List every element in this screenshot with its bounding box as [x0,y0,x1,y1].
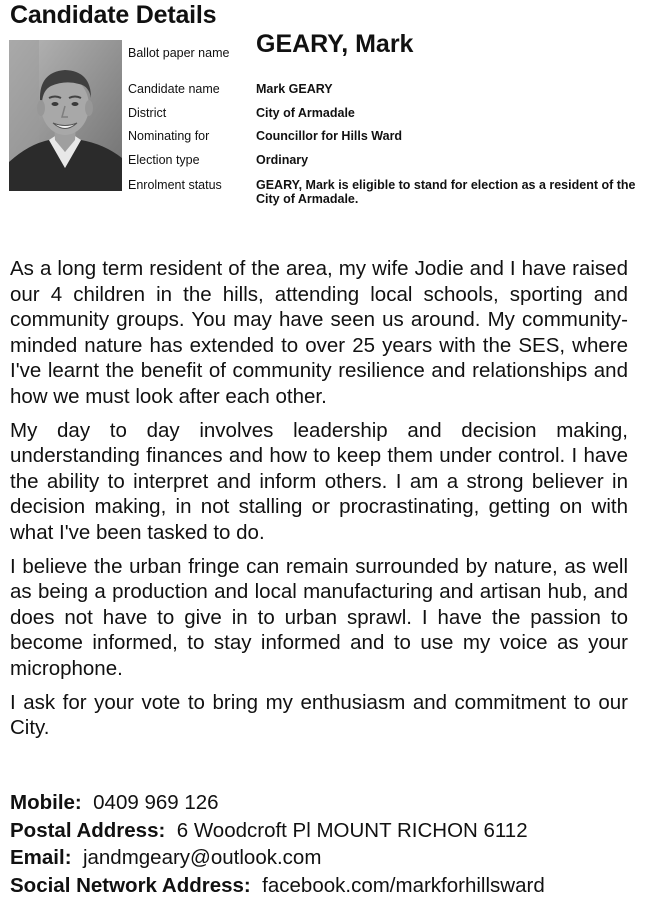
statement-paragraph: As a long term resident of the area, my wife Jodie and I have raised our 4 children in the hills, attending local schools, sporting and community groups. You may have seen us around. My community-minded nature has extended to over 25 years with the SES, where I've learnt the benefit of community resilience and relationships and how we must look after each other. [10,257,628,408]
page-title: Candidate Details [10,1,217,29]
postal-address-line [10,817,640,845]
mobile-line [10,789,640,817]
district-value: City of Armadale [256,106,355,120]
social-network-value: facebook.com/markforhillsward [262,873,545,897]
candidate-portrait-image [9,40,122,191]
statement-paragraph: I ask for your vote to bring my enthusiasm and commitment to our City. [10,690,628,740]
candidate-name-label: Candidate name [128,82,220,96]
contact-details [10,789,640,899]
district-label: District [128,106,167,120]
ballot-paper-name-value: GEARY, Mark [256,30,414,58]
statement-paragraph: My day to day involves leadership and decision making, understanding finances and how to keep them under control. I have the ability to interpret and inform others. I am a strong believer in decision making, in not stalling or procrastinating, getting on with what I've been tasked to do. [10,418,628,544]
email-line [10,844,640,872]
candidate-photo [9,40,122,191]
ballot-paper-name-label: Ballot paper name [128,46,230,60]
enrolment-status-value: GEARY, Mark is eligible to stand for election as a resident of the City of Armadale. [256,178,636,206]
candidate-name-value: Mark GEARY [256,82,333,96]
social-network-label: Social Network Address: [10,873,251,897]
statement-paragraph: I believe the urban fringe can remain surrounded by nature, as well as being a production and local manufacturing and artisan hub, and does not have to give in to urban sprawl. I have the passion to become informed, to stay informed and to use my voice as your microphone. [10,554,628,680]
mobile-label: Mobile: [10,791,82,814]
election-type-label: Election type [128,153,200,167]
election-type-value: Ordinary [256,153,309,167]
nominating-for-label: Nominating for [128,129,210,143]
email-value: jandmgeary@outlook.com [82,846,322,869]
postal-address-label: Postal Address: [10,818,166,842]
email-label: Email: [10,846,72,869]
postal-address-value: 6 Woodcroft Pl MOUNT RICHON 6112 [176,818,528,842]
social-network-line [10,872,640,900]
candidate-statement [10,256,628,749]
nominating-for-value: Councillor for Hills Ward [256,129,403,143]
mobile-value: 0409 969 126 [93,791,219,814]
enrolment-status-label: Enrolment status [128,178,222,192]
